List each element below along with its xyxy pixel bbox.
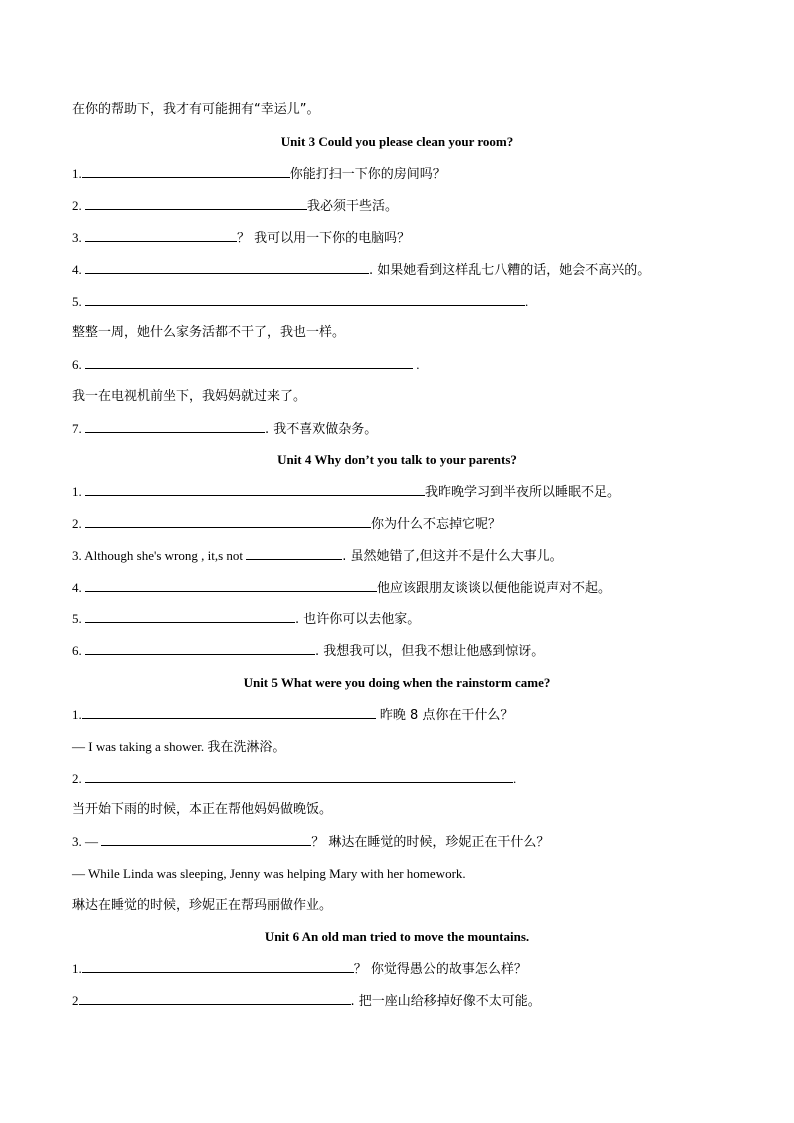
question-number: 2. <box>72 198 85 213</box>
answer-blank[interactable] <box>79 992 351 1005</box>
u5-question-3-answer: — While Linda was sleeping, Jenny was helping Mary with her homework. <box>72 866 466 881</box>
answer-blank[interactable] <box>85 261 369 274</box>
question-prompt: 你能打扫一下你的房间吗？ <box>289 167 446 182</box>
answer-blank[interactable] <box>85 642 315 655</box>
u4-question-3 <box>72 547 754 566</box>
question-number: 3. — <box>72 834 102 849</box>
u4-question-4 <box>72 579 754 598</box>
u5-question-2 <box>72 770 754 788</box>
question-number: 1. <box>72 166 82 181</box>
u4-question-2 <box>72 515 754 534</box>
u4-question-5 <box>72 610 754 629</box>
u6-question-1 <box>72 960 754 979</box>
u5-question-3-translation: 琳达在睡觉的时候，珍妮正在帮玛丽做作业。 <box>72 898 333 913</box>
u4-question-1 <box>72 483 754 502</box>
question-number: 2. <box>72 516 85 531</box>
u3-question-5-translation: 整整一周，她什么家务活都不干了，我也一样。 <box>72 325 346 340</box>
answer-blank[interactable] <box>85 515 371 528</box>
answer-blank[interactable] <box>85 770 513 783</box>
u6-question-2 <box>72 992 754 1011</box>
unit5-heading: Unit 5 What were you doing when the rainstorm came? <box>243 675 551 690</box>
question-prompt: . 把一座山给移掉好像不太可能。 <box>350 994 541 1009</box>
question-number: 3. Although she's wrong , it,s not <box>72 548 247 563</box>
question-prompt: . 我想我可以，但我不想让他感到惊讶。 <box>315 644 545 659</box>
answer-blank[interactable] <box>85 579 377 592</box>
question-number: 5. <box>72 294 85 309</box>
unit3-heading: Unit 3 Could you please clean your room? <box>280 134 514 149</box>
question-prompt: . 我不喜欢做杂务。 <box>265 422 378 437</box>
question-number: 5. <box>72 611 85 626</box>
u3-question-1 <box>72 165 754 184</box>
question-number: 1. <box>72 484 85 499</box>
question-end: . <box>525 294 529 309</box>
question-prompt: ？ 琳达在睡觉的时候，珍妮正在干什么？ <box>311 835 550 850</box>
answer-blank[interactable] <box>82 960 354 973</box>
answer-blank[interactable] <box>101 833 311 846</box>
question-prompt: . 也许你可以去他家。 <box>295 612 421 627</box>
question-prompt: ？ 我可以用一下你的电脑吗？ <box>237 231 411 246</box>
u3-question-4 <box>72 261 754 280</box>
question-number: 7. <box>72 421 85 436</box>
question-prompt: 你为什么不忘掉它呢？ <box>371 517 502 532</box>
question-number: 2 <box>72 993 79 1008</box>
answer-blank[interactable] <box>82 706 376 719</box>
u3-question-6-translation: 我一在电视机前坐下，我妈妈就过来了。 <box>72 389 307 404</box>
answer-blank[interactable] <box>85 197 307 210</box>
u5-question-2-translation: 当开始下雨的时候，本正在帮他妈妈做晚饭。 <box>72 802 333 817</box>
u3-question-5 <box>72 293 754 311</box>
question-number: 3. <box>72 230 85 245</box>
u3-question-2 <box>72 197 754 216</box>
question-prompt: 昨晚 8 点你在干什么？ <box>375 708 514 723</box>
answer-blank[interactable] <box>85 420 265 433</box>
question-prompt: . 如果她看到这样乱七八糟的话，她会不高兴的。 <box>369 263 651 278</box>
u3-question-7 <box>72 420 754 439</box>
u5-question-1 <box>72 706 754 725</box>
question-prompt: ？ 你觉得愚公的故事怎么样？ <box>353 962 527 977</box>
answer-blank[interactable] <box>85 229 237 242</box>
question-number: 6. <box>72 357 85 372</box>
question-end: . <box>513 771 517 786</box>
question-number: 2. <box>72 771 85 786</box>
question-prompt: 我必须干些活。 <box>307 199 399 214</box>
answer-blank[interactable] <box>85 610 295 623</box>
answer-blank[interactable] <box>246 547 342 560</box>
answer-blank[interactable] <box>85 483 425 496</box>
answer-blank[interactable] <box>85 356 413 369</box>
u5-question-3 <box>72 833 754 852</box>
unit6-heading: Unit 6 An old man tried to move the mountains. <box>264 929 530 944</box>
question-number: 4. <box>72 262 85 277</box>
u4-question-6 <box>72 642 754 661</box>
question-prompt: . 虽然她错了,但这并不是什么大事儿。 <box>342 549 563 564</box>
unit4-heading: Unit 4 Why don’t you talk to your parents? <box>277 452 517 467</box>
question-end: . <box>413 357 420 372</box>
intro-translation: 在你的帮助下，我才有可能拥有“幸运儿”。 <box>72 102 320 117</box>
u3-question-6 <box>72 356 754 374</box>
question-number: 1. <box>72 707 82 722</box>
answer-blank[interactable] <box>82 165 290 178</box>
question-number: 1. <box>72 961 82 976</box>
question-prompt: 我昨晚学习到半夜所以睡眠不足。 <box>425 485 621 500</box>
answer-blank[interactable] <box>85 293 525 306</box>
u3-question-3 <box>72 229 754 248</box>
u5-question-1-answer: — I was taking a shower. 我在洗淋浴。 <box>72 739 286 754</box>
question-prompt: 他应该跟朋友谈谈以便他能说声对不起。 <box>377 581 612 596</box>
question-number: 6. <box>72 643 85 658</box>
question-number: 4. <box>72 580 85 595</box>
